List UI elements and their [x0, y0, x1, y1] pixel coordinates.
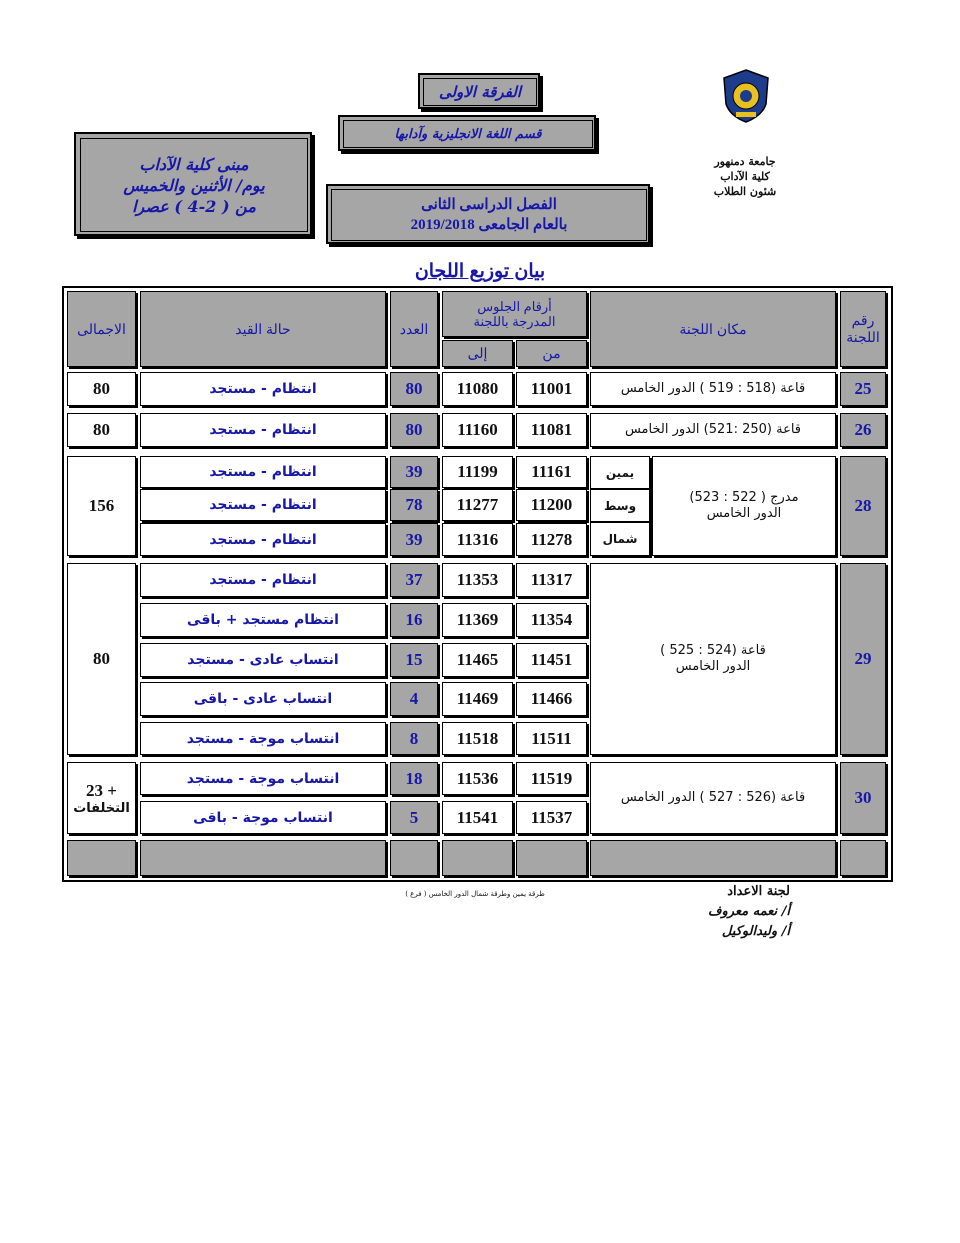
table-row-29e-count: 8	[390, 722, 438, 755]
place-29-line-2: الدور الخامس	[675, 659, 751, 674]
table-row-28b-from: 11200	[516, 489, 587, 521]
table-row-26-from: 11081	[516, 413, 587, 447]
committee-no-30: 30	[840, 762, 886, 834]
term-line-2: بالعام الجامعى 2019/2018	[410, 217, 568, 233]
term-line-1: الفصل الدراسى الثانى	[421, 197, 557, 213]
table-row-29d-from: 11466	[516, 682, 587, 716]
place-28	[652, 456, 836, 556]
table-row-28b-status: انتظام - مستجد	[140, 489, 386, 521]
table-row-29a-from: 11317	[516, 563, 587, 597]
place-30: قاعة (526 : 527 ) الدور الخامس	[590, 762, 836, 834]
table-row-26-status: انتظام - مستجد	[140, 413, 386, 447]
preparer-name-2: أ/ وليدالوكيل	[721, 924, 790, 939]
building-line-2: يوم/ الأثنين والخميس	[123, 175, 265, 195]
table-row-25-status: انتظام - مستجد	[140, 372, 386, 406]
empty-row-cell-5	[390, 840, 438, 876]
university-line-1: جامعة دمنهور	[714, 155, 776, 168]
building-line-1: مبنى كلية الآداب	[139, 154, 249, 174]
table-row-29c-to: 11465	[442, 643, 513, 677]
total-30-line-1: 23 +	[86, 780, 117, 800]
table-row-29a-status: انتظام - مستجد	[140, 563, 386, 597]
place-26: قاعة (250 :521) الدور الخامس	[590, 413, 836, 447]
university-line-3: شئون الطلاب	[713, 185, 777, 198]
table-row-29e-from: 11511	[516, 722, 587, 755]
table-row-26-to: 11160	[442, 413, 513, 447]
footer-note: طرقة يمين وطرقة شمال الدور الخامس ( فرع )	[405, 890, 545, 898]
table-row-30b-to: 11541	[442, 801, 513, 834]
total-25: 80	[67, 372, 136, 406]
table-row-30a-status: انتساب موجة - مستجد	[140, 762, 386, 795]
table-row-28a-from: 11161	[516, 456, 587, 488]
empty-row-cell-3	[516, 840, 587, 876]
university-logo	[718, 68, 774, 124]
header-to: إلى	[442, 340, 513, 367]
preparer-name-1: أ/ نعمه معروف	[708, 904, 790, 919]
table-row-30a-to: 11536	[442, 762, 513, 795]
committee-no-25: 25	[840, 372, 886, 406]
department-box	[338, 115, 596, 151]
grade-box	[418, 73, 540, 109]
place-28-line-1: مدرج ( 522 : 523)	[689, 490, 799, 505]
total-30-line-2: التخلفات	[73, 800, 130, 816]
committee-no-28: 28	[840, 456, 886, 556]
table-row-30a-count: 18	[390, 762, 438, 795]
place-29	[590, 563, 836, 755]
table-row-28c-count: 39	[390, 523, 438, 556]
table-row-30b-status: انتساب موجة - باقى	[140, 801, 386, 834]
table-row-28a-count: 39	[390, 456, 438, 488]
side-right: يمين	[590, 456, 650, 489]
committee-no-26: 26	[840, 413, 886, 447]
place-28-line-2: الدور الخامس	[706, 506, 782, 521]
table-row-28a-to: 11199	[442, 456, 513, 488]
table-row-30b-from: 11537	[516, 801, 587, 834]
table-row-29a-count: 37	[390, 563, 438, 597]
empty-row-cell-1	[840, 840, 886, 876]
total-28: 156	[67, 456, 136, 556]
table-row-29c-count: 15	[390, 643, 438, 677]
university-line-2: كلية الآداب	[720, 170, 770, 183]
table-row-25-from: 11001	[516, 372, 587, 406]
table-row-29e-status: انتساب موجة - مستجد	[140, 722, 386, 755]
table-row-28b-count: 78	[390, 489, 438, 521]
term-box	[326, 184, 650, 244]
table-row-29e-to: 11518	[442, 722, 513, 755]
committee-no-29: 29	[840, 563, 886, 755]
empty-row-cell-6	[140, 840, 386, 876]
table-row-28c-to: 11316	[442, 523, 513, 556]
university-name	[700, 154, 790, 199]
table-row-25-to: 11080	[442, 372, 513, 406]
table-row-30b-count: 5	[390, 801, 438, 834]
total-29: 80	[67, 563, 136, 755]
building-box	[74, 132, 312, 236]
empty-row-cell-2	[590, 840, 836, 876]
table-row-29c-from: 11451	[516, 643, 587, 677]
prepared-by	[640, 882, 790, 942]
grade-label: الفرقة الاولى	[423, 78, 537, 106]
table-row-28c-from: 11278	[516, 523, 587, 556]
header-seats-line-1: أرقام الجلوس	[477, 299, 552, 314]
total-30	[67, 762, 136, 834]
place-29-line-1: قاعة (524 : 525 )	[660, 643, 766, 658]
header-from: من	[516, 340, 587, 367]
empty-row-cell-7	[67, 840, 136, 876]
side-left: شمال	[590, 522, 650, 556]
table-row-29d-count: 4	[390, 682, 438, 716]
building-line-3: من ( 2-4 ) عصرا	[132, 196, 256, 216]
table-row-29b-from: 11354	[516, 603, 587, 637]
committees-table	[62, 286, 893, 882]
header-committee-no-line-2: اللجنة	[846, 329, 880, 345]
total-26: 80	[67, 413, 136, 447]
table-row-28c-status: انتظام - مستجد	[140, 523, 386, 556]
table-row-29c-status: انتساب عادى - مستجد	[140, 643, 386, 677]
header-committee-no-line-1: رقم	[851, 312, 875, 328]
prepared-by-label: لجنة الاعداد	[727, 884, 790, 899]
table-row-29b-status: انتظام مستجد + باقى	[140, 603, 386, 637]
header-status: حالة القيد	[140, 291, 386, 367]
table-row-26-count: 80	[390, 413, 438, 447]
header-seats	[442, 291, 587, 337]
table-row-29d-status: انتساب عادى - باقى	[140, 682, 386, 716]
table-row-28b-to: 11277	[442, 489, 513, 521]
header-place: مكان اللجنة	[590, 291, 836, 367]
department-label: قسم اللغة الانجليزية وآدابها	[343, 120, 593, 148]
table-row-29a-to: 11353	[442, 563, 513, 597]
table-row-25-count: 80	[390, 372, 438, 406]
header-count: العدد	[390, 291, 438, 367]
empty-row-cell-4	[442, 840, 513, 876]
header-committee-no	[840, 291, 886, 367]
place-25: قاعة (518 : 519 ) الدور الخامس	[590, 372, 836, 406]
header-seats-line-2: المدرجة باللجنة	[473, 314, 556, 329]
page-title: بيان توزيع اللجان	[414, 261, 546, 282]
table-row-30a-from: 11519	[516, 762, 587, 795]
table-row-29b-to: 11369	[442, 603, 513, 637]
table-row-29d-to: 11469	[442, 682, 513, 716]
header-total: الاجمالى	[67, 291, 136, 367]
table-row-28a-status: انتظام - مستجد	[140, 456, 386, 488]
table-row-29b-count: 16	[390, 603, 438, 637]
side-middle: وسط	[590, 489, 650, 522]
